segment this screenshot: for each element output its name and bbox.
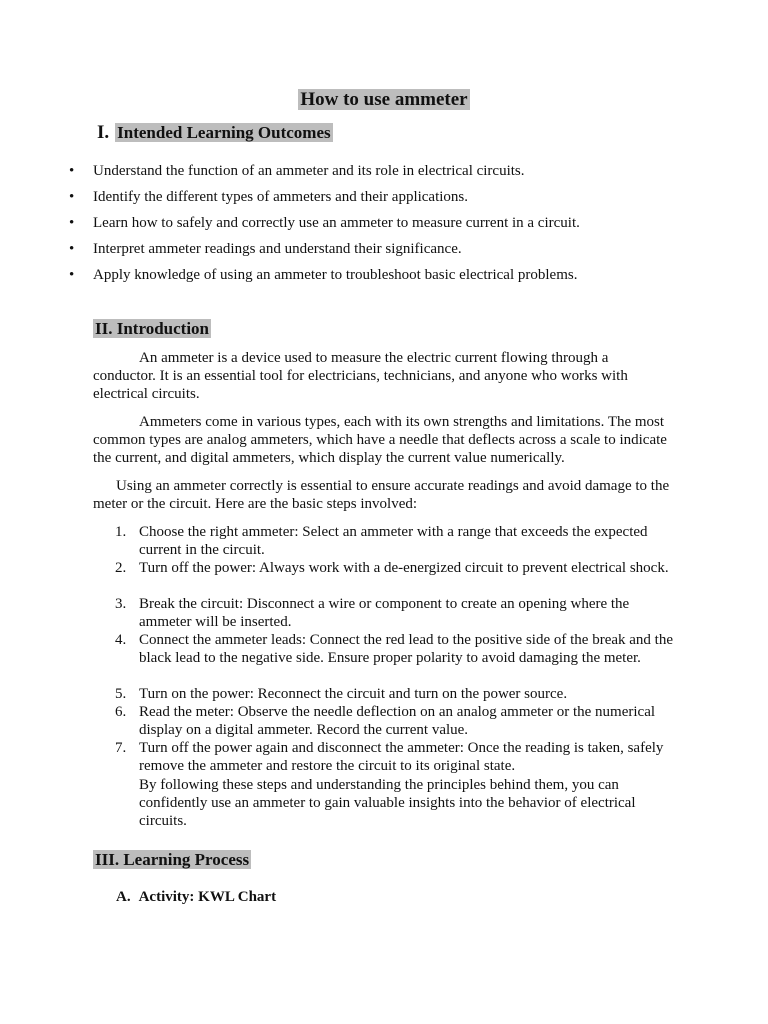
section-heading-introduction [93, 318, 211, 340]
bullet-icon: • [69, 163, 75, 179]
step-number: 1. [115, 524, 127, 540]
step-text: Choose the right ammeter: Select an ammeter with a range that exceeds the expected current in the circuit. [139, 524, 648, 558]
step-number: 5. [115, 686, 127, 702]
list-item-text: Understand the function of an ammeter and its role in electrical circuits. [93, 163, 525, 179]
step-text: Turn off the power: Always work with a de-energized circuit to prevent electrical shock. [139, 560, 669, 576]
step-number: 7. [115, 740, 127, 756]
list-item [69, 214, 713, 232]
step-number: 2. [115, 560, 127, 576]
bullet-icon: • [69, 189, 75, 205]
activity-label: Activity: KWL Chart [138, 889, 277, 905]
section-number: I. [97, 122, 110, 143]
activity-heading [116, 888, 276, 906]
list-item-text: Learn how to safely and correctly use an ammeter to measure current in a circuit. [93, 215, 580, 231]
step-text: Read the meter: Observe the needle deflection on an analog ammeter or the numerical display on a digital ammeter. Record the current value. [139, 704, 656, 738]
closing-paragraph: By following these steps and understanding the principles behind them, you can confidently use an ammeter to gain valuable insights into the behavior of electrical circuits. [139, 777, 636, 829]
step-text: Turn off the power again and disconnect the ammeter: Once the reading is taken, safely remove the ammeter and restore the circuit to its original state. [139, 740, 664, 774]
step-text: Turn on the power: Reconnect the circuit and turn on the power source. [139, 686, 568, 702]
document-title-text: How to use ammeter [300, 89, 468, 110]
intro-paragraph: Ammeters come in various types, each with its own strengths and limitations. The most common types are analog ammeters, which have a needle that deflects across a scale to indicate the current, and digital ammeters, which display the current value numerically. [93, 414, 667, 466]
section-heading-text: II. Introduction [95, 319, 209, 338]
list-item [69, 162, 713, 180]
list-item [69, 188, 713, 206]
bullet-icon: • [69, 241, 75, 257]
step-number: 6. [115, 704, 127, 720]
list-item-text: Apply knowledge of using an ammeter to troubleshoot basic electrical problems. [93, 267, 578, 283]
list-item-text: Interpret ammeter readings and understand their significance. [93, 241, 462, 257]
step-number: 4. [115, 632, 127, 648]
step-item [115, 523, 679, 559]
section-heading-learning-process [93, 849, 251, 871]
bullet-icon: • [69, 215, 75, 231]
list-item-text: Identify the different types of ammeters and their applications. [93, 189, 469, 205]
step-item [115, 631, 679, 667]
step-item [115, 739, 679, 775]
step-item [115, 559, 679, 577]
step-text: Break the circuit: Disconnect a wire or component to create an opening where the ammeter will be inserted. [139, 596, 630, 630]
list-item [69, 266, 713, 284]
section-heading-outcomes [97, 121, 333, 145]
step-text: Connect the ammeter leads: Connect the red lead to the positive side of the break and the black lead to the negative side. Ensure proper polarity to avoid damaging the meter. [139, 632, 673, 666]
step-item [115, 595, 679, 631]
activity-letter: A. [116, 889, 131, 905]
intro-paragraph: Using an ammeter correctly is essential to ensure accurate readings and avoid damage to the meter or the circuit. Here are the basic steps involved: [93, 478, 670, 512]
intro-paragraph: An ammeter is a device used to measure the electric current flowing through a conductor. It is an essential tool for electricians, technicians, and anyone who works with electrical circuits. [93, 350, 628, 402]
step-item [115, 685, 679, 703]
section-heading-text: Intended Learning Outcomes [117, 123, 331, 142]
step-number: 3. [115, 596, 127, 612]
list-item [69, 240, 713, 258]
step-item [115, 703, 679, 739]
section-heading-text: III. Learning Process [95, 850, 250, 869]
bullet-icon: • [69, 267, 75, 283]
document-title [0, 88, 768, 112]
